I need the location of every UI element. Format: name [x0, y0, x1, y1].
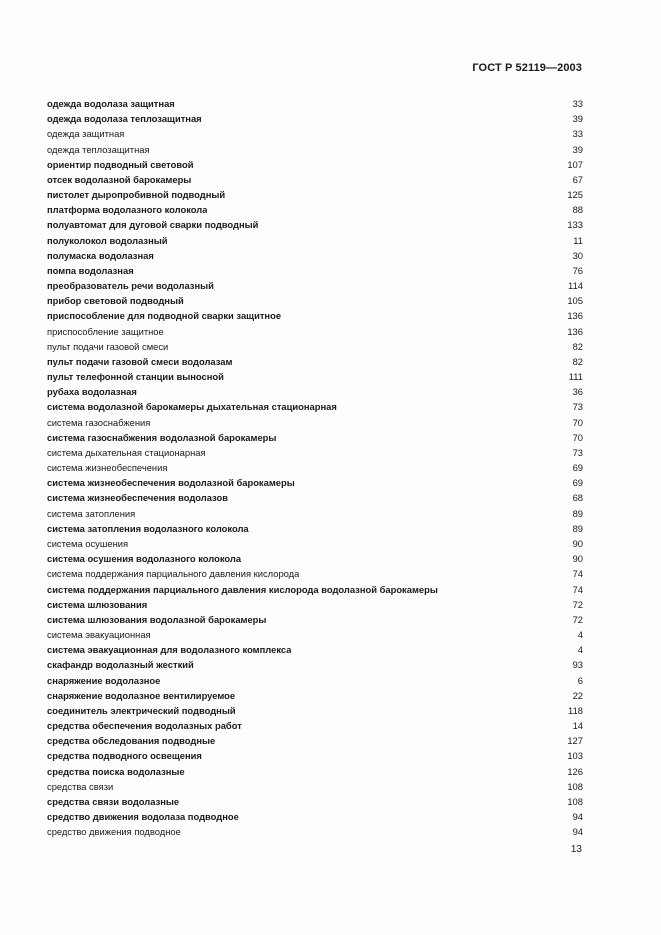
index-term: система жизнеобеспечения — [47, 462, 168, 474]
index-term: средство движения подводное — [47, 826, 181, 838]
index-page-ref: 22 — [572, 689, 583, 701]
index-term: система поддержания парциального давления кислорода — [47, 568, 300, 580]
index-page-ref: 89 — [572, 522, 583, 534]
index-entry — [47, 445, 583, 460]
index-entry — [47, 399, 583, 414]
index-page-ref: 67 — [572, 173, 583, 185]
index-page-ref: 70 — [572, 416, 583, 428]
index-page-ref: 72 — [572, 613, 583, 625]
index-entry — [47, 597, 583, 612]
index-term: система дыхательная стационарная — [47, 446, 206, 458]
index-page-ref: 126 — [567, 765, 583, 777]
index-entry — [47, 202, 583, 217]
index-entry — [47, 809, 583, 824]
index-term: система шлюзования водолазной барокамеры — [47, 613, 267, 625]
index-term: система эвакуационная — [47, 629, 151, 641]
index-page-ref: 69 — [572, 462, 583, 474]
index-term: помпа водолазная — [47, 264, 134, 276]
index-page-ref: 4 — [577, 629, 583, 641]
index-term: прибор световой подводный — [47, 295, 184, 307]
index-entry — [47, 293, 583, 308]
index-term: система затопления водолазного колокола — [47, 522, 249, 534]
index-page-ref: 39 — [572, 143, 583, 155]
index-term: полумаска водолазная — [47, 249, 154, 261]
index-page-ref: 70 — [572, 431, 583, 443]
index-entry — [47, 217, 583, 232]
index-term: платформа водолазного колокола — [47, 204, 208, 216]
index-term: преобразователь речи водолазный — [47, 280, 214, 292]
index-term: система газоснабжения — [47, 416, 151, 428]
index-page-ref: 14 — [572, 720, 583, 732]
index-entry — [47, 460, 583, 475]
index-page-ref: 105 — [567, 295, 583, 307]
index-page-ref: 111 — [568, 371, 583, 383]
index-term: средство движения водолаза подводное — [47, 811, 239, 823]
index-page-ref: 107 — [567, 158, 583, 170]
index-entry — [47, 490, 583, 505]
index-entry — [47, 369, 583, 384]
index-term: пульт подачи газовой смеси водолазам — [47, 355, 233, 367]
index-term: снаряжение водолазное вентилируемое — [47, 689, 236, 701]
index-term: пульт телефонной станции выносной — [47, 371, 224, 383]
index-term: скафандр водолазный жесткий — [47, 659, 194, 671]
index-entry — [47, 172, 583, 187]
index-entry — [47, 551, 583, 566]
index-page-ref: 136 — [567, 325, 583, 337]
index-entry — [47, 824, 583, 839]
index-page-ref: 136 — [567, 310, 583, 322]
index-term: средства связи водолазные — [47, 795, 180, 807]
index-entry — [47, 233, 583, 248]
index-page-ref: 73 — [572, 446, 583, 458]
index-page-ref: 74 — [572, 583, 583, 595]
index-term: одежда защитная — [47, 128, 125, 140]
index-term: система затопления — [47, 507, 136, 519]
index-term: система осушения водолазного колокола — [47, 553, 242, 565]
index-page-ref: 108 — [567, 780, 583, 792]
index-term: полуколокол водолазный — [47, 234, 168, 246]
index-page-ref: 108 — [567, 795, 583, 807]
index-entry — [47, 794, 583, 809]
page-number: 13 — [570, 844, 582, 855]
index-term: одежда водолаза теплозащитная — [47, 113, 202, 125]
index-term: снаряжение водолазное — [47, 674, 161, 686]
index-term: система газоснабжения водолазной барокамеры — [47, 431, 277, 443]
index-entry — [47, 187, 583, 202]
index-entry — [47, 688, 583, 703]
index-entry — [47, 521, 583, 536]
index-entry — [47, 278, 583, 293]
index-page-ref: 33 — [572, 98, 583, 109]
index-page-ref: 94 — [572, 826, 583, 838]
index-term: система водолазной барокамеры дыхательная стационарная — [47, 401, 337, 413]
index-term: рубаха водолазная — [47, 386, 137, 398]
index-entry — [47, 126, 583, 141]
index-page-ref: 73 — [572, 401, 583, 413]
index-entry — [47, 748, 583, 763]
index-page-ref: 82 — [572, 355, 583, 367]
index-page-ref: 76 — [572, 264, 583, 276]
index-page-ref: 127 — [567, 735, 583, 747]
index-page-ref: 94 — [572, 811, 583, 823]
index-entry — [47, 111, 583, 126]
index-term: пистолет дыропробивной подводный — [47, 189, 226, 201]
index-term: одежда теплозащитная — [47, 143, 150, 155]
index-entry — [47, 657, 583, 672]
alphabetical-index-list — [47, 96, 583, 839]
index-page-ref: 93 — [572, 659, 583, 671]
index-term: отсек водолазной барокамеры — [47, 173, 192, 185]
index-page-ref: 89 — [572, 507, 583, 519]
index-entry — [47, 142, 583, 157]
index-entry — [47, 506, 583, 521]
index-page-ref: 118 — [568, 704, 583, 716]
index-entry — [47, 566, 583, 581]
index-entry — [47, 779, 583, 794]
index-term: средства поиска водолазные — [47, 765, 185, 777]
index-entry — [47, 415, 583, 430]
index-page-ref: 90 — [572, 553, 583, 565]
index-entry — [47, 248, 583, 263]
index-term: пульт подачи газовой смеси — [47, 340, 169, 352]
index-page-ref: 11 — [573, 234, 583, 246]
index-page-ref: 72 — [572, 598, 583, 610]
index-term: средства подводного освещения — [47, 750, 202, 762]
index-page-ref: 133 — [567, 219, 583, 231]
index-term: средства обеспечения водолазных работ — [47, 720, 242, 732]
index-term: приспособление защитное — [47, 325, 164, 337]
index-entry — [47, 339, 583, 354]
index-page-ref: 90 — [572, 537, 583, 549]
index-entry — [47, 430, 583, 445]
index-term: система жизнеобеспечения водолазов — [47, 492, 228, 504]
index-term: средства связи — [47, 780, 114, 792]
index-term: приспособление для подводной сварки защитное — [47, 310, 282, 322]
index-page-ref: 69 — [572, 477, 583, 489]
index-term: ориентир подводный световой — [47, 158, 194, 170]
index-entry — [47, 703, 583, 718]
index-page-ref: 36 — [572, 386, 583, 398]
index-entry — [47, 263, 583, 278]
index-page-ref: 74 — [572, 568, 583, 580]
index-entry — [47, 764, 583, 779]
index-entry — [47, 308, 583, 323]
index-page-ref: 30 — [572, 249, 583, 261]
index-entry — [47, 96, 583, 111]
index-entry — [47, 718, 583, 733]
index-entry — [47, 475, 583, 490]
index-entry — [47, 354, 583, 369]
index-term: система жизнеобеспечения водолазной барокамеры — [47, 477, 295, 489]
index-page-ref: 114 — [568, 280, 583, 292]
index-page-ref: 4 — [577, 644, 583, 656]
index-entry — [47, 157, 583, 172]
index-entry — [47, 324, 583, 339]
index-entry — [47, 612, 583, 627]
index-page-ref: 103 — [567, 750, 583, 762]
document-standard-header: ГОСТ Р 52119—2003 — [472, 62, 582, 74]
index-entry — [47, 384, 583, 399]
index-term: одежда водолаза защитная — [47, 98, 175, 109]
index-term: система поддержания парциального давления кислорода водолазной барокамеры — [47, 583, 438, 595]
index-term: система эвакуационная для водолазного комплекса — [47, 644, 292, 656]
index-entry — [47, 536, 583, 551]
index-entry — [47, 582, 583, 597]
index-page-ref: 88 — [572, 204, 583, 216]
index-page-ref: 125 — [567, 189, 583, 201]
index-term: соединитель электрический подводный — [47, 704, 236, 716]
index-entry — [47, 642, 583, 657]
index-page-ref: 39 — [572, 113, 583, 125]
index-term: средства обследования подводные — [47, 735, 216, 747]
index-term: полуавтомат для дуговой сварки подводный — [47, 219, 259, 231]
index-entry — [47, 627, 583, 642]
index-page-ref: 6 — [577, 674, 583, 686]
index-entry — [47, 673, 583, 688]
index-term: система осушения — [47, 537, 129, 549]
index-page-ref: 82 — [572, 340, 583, 352]
index-entry — [47, 733, 583, 748]
index-page-ref: 68 — [572, 492, 583, 504]
index-term: система шлюзования — [47, 598, 148, 610]
index-page-ref: 33 — [572, 128, 583, 140]
